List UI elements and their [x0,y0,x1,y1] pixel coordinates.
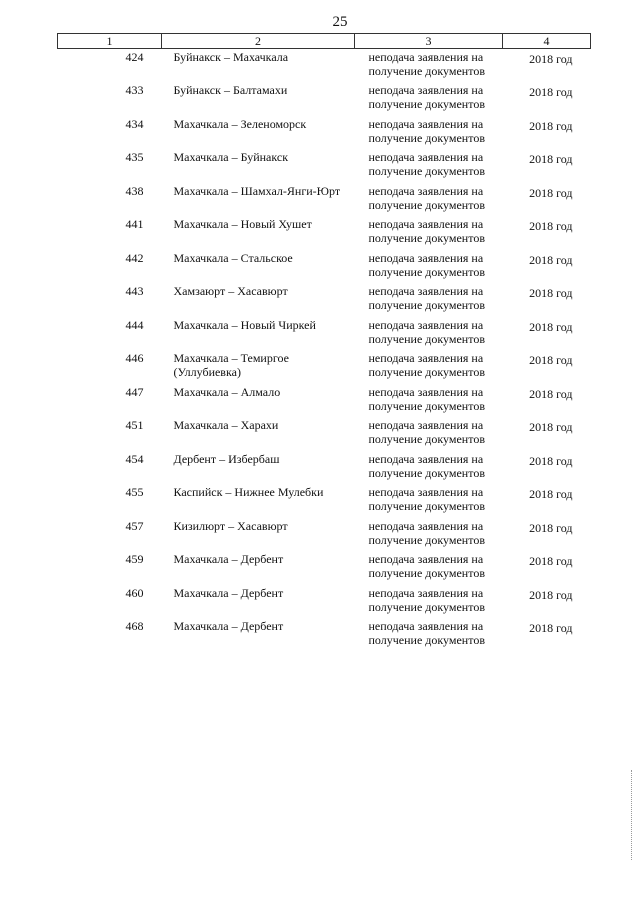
table-row [58,317,591,351]
route-number-cell: 438 [125,183,144,198]
table-row [58,149,591,183]
year-cell: 2018 год [529,52,573,66]
routes-table [57,33,591,652]
route-number-cell: 459 [125,552,144,566]
table-row [58,116,591,150]
route-number-cell: 446 [125,351,144,365]
table-row [58,417,591,451]
route-name-cell: Махачкала – Дербент [173,552,284,566]
reason-cell: неподача заявления на получение документов [368,83,485,111]
column-header-4: 4 [503,34,591,49]
table-row [58,551,591,585]
year-cell: 2018 год [529,185,573,200]
table-row [58,250,591,284]
route-name-cell: Каспийск – Нижнее Мулебки [173,485,324,499]
reason-cell: неподача заявления на получение документов [368,585,485,614]
year-cell: 2018 год [529,353,573,367]
year-cell: 2018 год [529,587,573,602]
reason-cell: неподача заявления на получение документов [368,250,485,279]
route-name-cell: Махачкала – Новый Хушет [173,217,312,231]
route-name-cell: Хамзаюрт – Хасавюрт [173,284,288,298]
page-number: 25 [332,14,348,30]
route-number-cell: 444 [125,317,144,332]
route-name-cell: Буйнакск – Балтамахи [173,83,288,97]
table-row [58,451,591,485]
route-number-cell: 454 [125,451,144,466]
year-cell: 2018 год [529,85,573,99]
route-name-cell: Махачкала – Стальское [173,250,293,265]
year-cell: 2018 год [529,420,573,434]
column-header-1: 1 [58,34,162,49]
table-row [58,518,591,552]
route-name-cell: Кизилюрт – Хасавюрт [173,518,288,533]
route-name-cell: Махачкала – Харахи [173,418,279,432]
table-row [58,384,591,418]
table-row [58,82,591,116]
reason-cell: неподача заявления на получение документов [368,150,485,178]
route-number-cell: 442 [125,250,144,265]
year-cell: 2018 год [529,152,573,166]
route-number-cell: 424 [125,50,144,64]
year-cell: 2018 год [529,386,573,401]
table-row [58,350,591,384]
table-row [58,484,591,518]
route-name-cell: Махачкала – Дербент [173,619,284,633]
route-name-cell: Махачкала – Зеленоморск [173,116,307,131]
reason-cell: неподача заявления на получение документов [368,619,485,647]
reason-cell: неподача заявления на получение документов [368,217,485,245]
year-cell: 2018 год [529,118,573,133]
reason-cell: неподача заявления на получение документов [368,518,485,547]
route-number-cell: 460 [125,585,144,600]
year-cell: 2018 год [529,453,573,468]
table-row [58,618,591,652]
route-name-cell: Махачкала – Буйнакск [173,150,289,164]
route-number-cell: 455 [125,485,144,499]
year-cell: 2018 год [529,219,573,233]
year-cell: 2018 год [529,319,573,334]
header-row [58,34,591,49]
route-number-cell: 451 [125,418,144,432]
route-number-cell: 468 [125,619,144,633]
route-number-cell: 435 [125,150,144,164]
route-number-cell: 441 [125,217,144,231]
column-header-2: 2 [162,34,355,49]
route-name-cell: Махачкала – Темиргое (Уллубиевка) [173,351,289,379]
route-name-cell: Махачкала – Дербент [173,585,284,600]
route-name-cell: Махачкала – Шамхал-Янги-Юрт [173,183,341,198]
table-row [58,183,591,217]
table-row [58,49,591,83]
reason-cell: неподача заявления на получение документов [368,284,485,312]
route-name-cell: Махачкала – Новый Чиркей [173,317,316,332]
route-name-cell: Махачкала – Алмало [173,384,281,399]
year-cell: 2018 год [529,252,573,267]
year-cell: 2018 год [529,286,573,300]
reason-cell: неподача заявления на получение документов [368,418,485,446]
route-number-cell: 433 [125,83,144,97]
table-row [58,585,591,619]
reason-cell: неподача заявления на получение документов [368,451,485,480]
column-header-3: 3 [355,34,503,49]
table-body [58,49,591,652]
reason-cell: неподача заявления на получение документов [368,485,485,513]
route-name-cell: Буйнакск – Махачкала [173,50,289,64]
route-name-cell: Дербент – Избербаш [173,451,280,466]
year-cell: 2018 год [529,621,573,635]
route-number-cell: 457 [125,518,144,533]
route-number-cell: 447 [125,384,144,399]
reason-cell: неподача заявления на получение документов [368,50,485,78]
reason-cell: неподача заявления на получение документов [368,351,485,379]
reason-cell: неподача заявления на получение документов [368,384,485,413]
scan-artifact [631,770,634,860]
reason-cell: неподача заявления на получение документов [368,183,485,212]
reason-cell: неподача заявления на получение документов [368,317,485,346]
year-cell: 2018 год [529,520,573,535]
table-row [58,216,591,250]
table-row [58,283,591,317]
reason-cell: неподача заявления на получение документов [368,116,485,145]
reason-cell: неподача заявления на получение документов [368,552,485,580]
year-cell: 2018 год [529,487,573,501]
year-cell: 2018 год [529,554,573,568]
route-number-cell: 443 [125,284,144,298]
route-number-cell: 434 [125,116,144,131]
